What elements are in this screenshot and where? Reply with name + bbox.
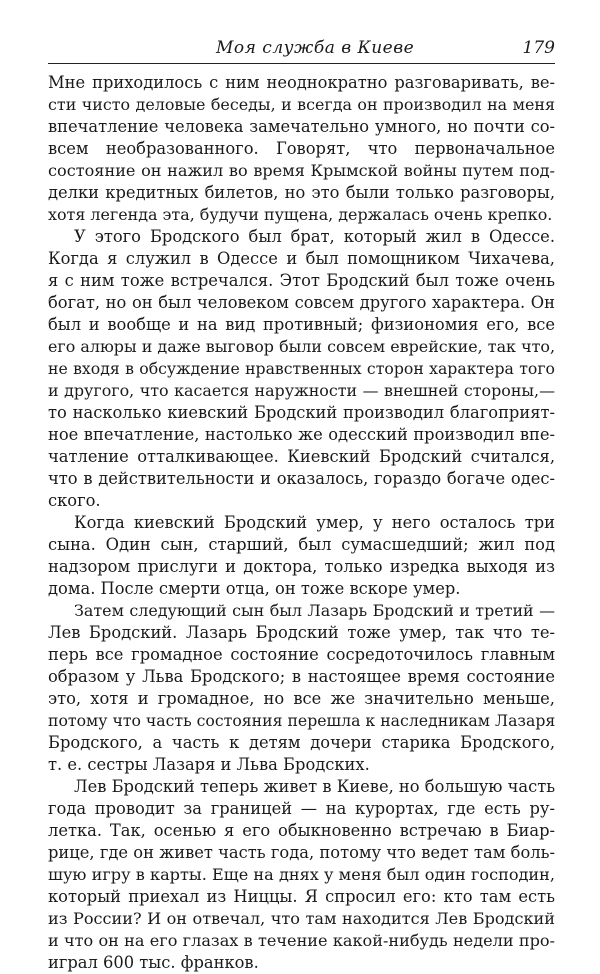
text-line: Затем следующий сын был Лазарь Бродский и третий — bbox=[74, 601, 555, 620]
header-rule bbox=[48, 63, 555, 64]
text-line: дома. После смерти отца, он тоже вскоре умер. bbox=[48, 579, 461, 598]
text-line: всем необразованного. Говорят, что первоначальное bbox=[48, 139, 555, 158]
body-text bbox=[48, 72, 555, 974]
text-line: хотя легенда эта, будучи пущена, держалась очень крепко. bbox=[48, 205, 553, 224]
text-line: У этого Бродского был брат, который жил в Одессе. bbox=[74, 227, 555, 246]
text-line: и другого, что касается наружности — внешней стороны,— bbox=[48, 381, 555, 400]
text-line: что в действительности и оказалось, гораздо богаче одес- bbox=[48, 469, 555, 488]
text-line: Бродского, а часть к детям дочери старика Бродского, bbox=[48, 733, 555, 752]
text-line: летка. Так, осенью я его обыкновенно встречаю в Биар- bbox=[48, 821, 555, 840]
text-line: перь все громадное состояние сосредоточилось главным bbox=[48, 645, 555, 664]
running-head bbox=[48, 38, 555, 60]
text-line: шую игру в карты. Еще на днях у меня был один господин, bbox=[48, 865, 555, 884]
text-line: впечатление человека замечательно умного, но почти со- bbox=[48, 117, 555, 136]
text-line: надзором прислуги и доктора, только изредка выходя из bbox=[48, 557, 555, 576]
text-line: сына. Один сын, старший, был сумасшедший; жил под bbox=[48, 535, 555, 554]
running-title: Моя служба в Киеве bbox=[216, 38, 415, 58]
text-line: ное впечатление, настолько же одесский производил впе- bbox=[48, 425, 555, 444]
text-line: его алюры и даже выговор были совсем еврейские, так что, bbox=[48, 337, 555, 356]
text-line: Лев Бродский теперь живет в Киеве, но большую часть bbox=[74, 777, 555, 796]
text-line: это, хотя и громадное, но все же значительно меньше, bbox=[48, 689, 555, 708]
text-line: рице, где он живет часть года, потому что ведет там боль- bbox=[48, 843, 555, 862]
text-line: т. е. сестры Лазаря и Льва Бродских. bbox=[48, 755, 370, 774]
text-line: ского. bbox=[48, 491, 101, 510]
text-line: я с ним тоже встречался. Этот Бродский был тоже очень bbox=[48, 271, 555, 290]
text-line: богат, но он был человеком совсем другого характера. Он bbox=[48, 293, 555, 312]
text-line: из России? И он отвечал, что там находится Лев Бродский bbox=[48, 909, 555, 928]
text-line: образом у Льва Бродского; в настоящее время состояние bbox=[48, 667, 555, 686]
text-line: не входя в обсуждение нравственных сторон характера того bbox=[48, 359, 555, 378]
text-line: Лев Бродский. Лазарь Бродский тоже умер, так что те- bbox=[48, 623, 555, 642]
text-line: был и вообще и на вид противный; физиономия его, все bbox=[48, 315, 555, 334]
page-number: 179 bbox=[522, 38, 555, 58]
text-line: играл 600 тыс. франков. bbox=[48, 953, 259, 972]
text-line: состояние он нажил во время Крымской войны путем под- bbox=[48, 161, 555, 180]
text-line: и что он на его глазах в течение какой-нибудь недели про- bbox=[48, 931, 555, 950]
text-line: Когда я служил в Одессе и был помощником Чихачева, bbox=[48, 249, 555, 268]
text-line: чатление отталкивающее. Киевский Бродский считался, bbox=[48, 447, 555, 466]
text-line: Когда киевский Бродский умер, у него осталось три bbox=[74, 513, 555, 532]
text-line: сти чисто деловые беседы, и всегда он производил на меня bbox=[48, 95, 555, 114]
text-line: который приехал из Ниццы. Я спросил его: кто там есть bbox=[48, 887, 555, 906]
text-line: делки кредитных билетов, но это были только разговоры, bbox=[48, 183, 555, 202]
text-line: то насколько киевский Бродский производил благоприят- bbox=[48, 403, 555, 422]
text-line: Мне приходилось с ним неоднократно разговаривать, ве- bbox=[48, 73, 555, 92]
text-line: потому что часть состояния перешла к наследникам Лазаря bbox=[48, 711, 555, 730]
text-line: года проводит за границей — на курортах, где есть ру- bbox=[48, 799, 555, 818]
